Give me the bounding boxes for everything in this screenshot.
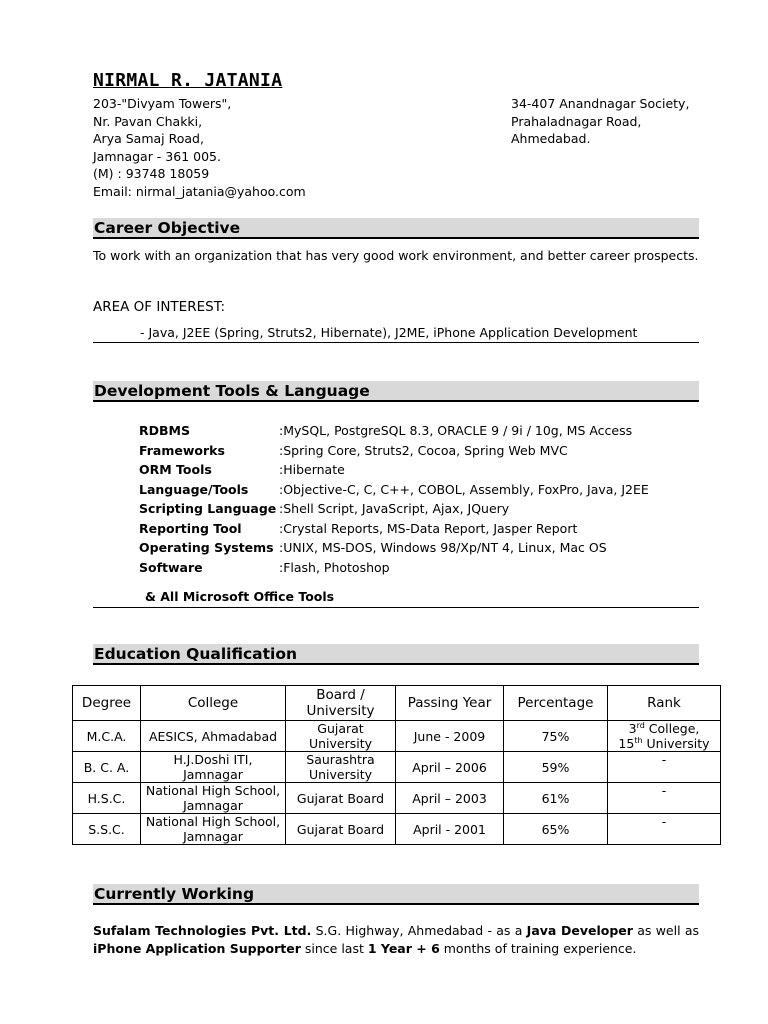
area-of-interest-title: AREA OF INTEREST: xyxy=(93,299,226,315)
tool-value: Shell Script, JavaScript, Ajax, JQuery xyxy=(283,501,510,516)
section-currently-working: Currently Working xyxy=(93,884,699,905)
mobile-number: (M) : 93748 18059 xyxy=(93,166,210,181)
cell-board: Gujarat University xyxy=(286,721,396,752)
address-line: Arya Samaj Road, xyxy=(93,131,204,146)
rank-line xyxy=(610,736,718,751)
tool-row xyxy=(139,441,649,461)
cell-rank: - xyxy=(608,814,721,845)
tool-key: Software xyxy=(139,559,203,575)
tool-key: Frameworks xyxy=(139,442,225,458)
cell-board: Saurashtra University xyxy=(286,752,396,783)
col-header-percentage: Percentage xyxy=(504,686,608,721)
tool-key: Reporting Tool xyxy=(139,520,242,536)
tool-row xyxy=(139,519,649,539)
cell-board: Gujarat Board xyxy=(286,814,396,845)
col-header-rank: Rank xyxy=(608,686,721,721)
tool-key: RDBMS xyxy=(139,423,190,438)
tool-key: ORM Tools xyxy=(139,462,212,477)
tool-sep: : xyxy=(279,559,284,575)
work-text: months of training experience. xyxy=(439,940,637,956)
cell-percentage: 61% xyxy=(504,783,608,814)
rank-text: College, xyxy=(644,721,700,736)
rank-number: 3 xyxy=(628,721,637,736)
cell-college: H.J.Doshi ITI, Jamnagar xyxy=(141,752,286,783)
address-line: Jamnagar - 361 005. xyxy=(93,148,221,164)
cell-degree: H.S.C. xyxy=(73,783,141,814)
tool-sep: : xyxy=(279,501,284,516)
job-role: Java Developer xyxy=(526,923,633,938)
cell-college: National High School, Jamnagar xyxy=(141,783,286,814)
cell-year: April – 2003 xyxy=(396,783,504,814)
address-left xyxy=(93,95,306,200)
cell-rank: - xyxy=(608,752,721,783)
tool-value: Crystal Reports, MS-Data Report, Jasper Report xyxy=(283,520,578,536)
cell-rank xyxy=(608,721,721,752)
tool-row xyxy=(139,421,649,441)
divider xyxy=(93,607,699,608)
rank-number: 15 xyxy=(618,736,635,751)
rank-suffix: th xyxy=(634,735,643,745)
career-objective-text: To work with an organization that has very good work environment, and better career prospects. xyxy=(93,248,699,263)
table-row xyxy=(73,814,721,845)
tool-row xyxy=(139,460,649,480)
cell-year: April - 2001 xyxy=(396,814,504,845)
tool-row xyxy=(139,558,649,578)
area-of-interest-item: - Java, J2EE (Spring, Struts2, Hibernate), J2ME, iPhone Application Development xyxy=(140,325,638,340)
cell-degree: B. C. A. xyxy=(73,752,141,783)
cell-college: AESICS, Ahmadabad xyxy=(141,721,286,752)
address-line: 34-407 Anandnagar Society, xyxy=(511,96,690,111)
table-row xyxy=(73,783,721,814)
tool-value: Objective-C, C, C++, COBOL, Assembly, FoxPro, Java, J2EE xyxy=(283,481,649,497)
address-line: Nr. Pavan Chakki, xyxy=(93,113,203,129)
col-header-year: Passing Year xyxy=(396,686,504,721)
address-line: 203-"Divyam Towers", xyxy=(93,96,232,111)
col-header-board: Board / University xyxy=(286,686,396,721)
tool-key: Scripting Language xyxy=(139,501,277,516)
candidate-name: NIRMAL R. JATANIA xyxy=(93,70,283,91)
section-career-objective: Career Objective xyxy=(93,218,699,239)
tool-row xyxy=(139,480,649,500)
cell-percentage: 65% xyxy=(504,814,608,845)
table-header-row xyxy=(73,686,721,721)
col-header-college: College xyxy=(141,686,286,721)
table-row xyxy=(73,752,721,783)
work-text: since last xyxy=(300,940,368,956)
cell-degree: M.C.A. xyxy=(73,721,141,752)
section-education: Education Qualification xyxy=(93,644,699,665)
tool-value: Spring Core, Struts2, Cocoa, Spring Web MVC xyxy=(283,442,568,458)
tool-sep: : xyxy=(279,481,284,497)
cell-percentage: 59% xyxy=(504,752,608,783)
tool-row xyxy=(139,499,649,519)
tool-value: Flash, Photoshop xyxy=(283,559,390,575)
tool-sep: : xyxy=(279,540,284,555)
rank-suffix: rd xyxy=(636,720,645,730)
cell-degree: S.S.C. xyxy=(73,814,141,845)
education-table xyxy=(72,685,721,845)
email-address: Email: nirmal_jatania@yahoo.com xyxy=(93,183,306,199)
work-duration: 1 Year + 6 xyxy=(367,940,440,956)
tool-sep: : xyxy=(279,462,284,477)
work-text: S.G. Highway, Ahmedabad - as a xyxy=(311,923,527,938)
ms-office-tools: & All Microsoft Office Tools xyxy=(145,589,335,604)
tool-sep: : xyxy=(279,423,284,438)
cell-year: June - 2009 xyxy=(396,721,504,752)
divider xyxy=(93,342,699,343)
tools-list xyxy=(139,421,649,577)
cell-percentage: 75% xyxy=(504,721,608,752)
tool-sep: : xyxy=(279,442,284,458)
company-name: Sufalam Technologies Pvt. Ltd. xyxy=(93,923,312,938)
address-line: Prahaladnagar Road, xyxy=(511,113,642,129)
rank-line xyxy=(610,721,718,736)
table-row xyxy=(73,721,721,752)
current-work-text xyxy=(93,922,699,957)
cell-year: April – 2006 xyxy=(396,752,504,783)
address-right xyxy=(511,95,689,148)
tool-value: UNIX, MS-DOS, Windows 98/Xp/NT 4, Linux, Mac OS xyxy=(283,540,607,555)
section-development-tools: Development Tools & Language xyxy=(93,381,699,402)
cell-board: Gujarat Board xyxy=(286,783,396,814)
job-role: iPhone Application Supporter xyxy=(93,940,301,956)
cell-rank: - xyxy=(608,783,721,814)
tool-key: Operating Systems xyxy=(139,540,274,555)
tool-value: Hibernate xyxy=(283,462,345,477)
tool-value: MySQL, PostgreSQL 8.3, ORACLE 9 / 9i / 10g, MS Access xyxy=(283,423,633,438)
rank-text: University xyxy=(642,736,710,751)
tool-sep: : xyxy=(279,520,284,536)
cell-college: National High School, Jamnagar xyxy=(141,814,286,845)
address-line: Ahmedabad. xyxy=(511,131,591,146)
tool-key: Language/Tools xyxy=(139,481,249,497)
work-text: as well as xyxy=(632,923,700,938)
col-header-degree: Degree xyxy=(73,686,141,721)
tool-row xyxy=(139,538,649,558)
